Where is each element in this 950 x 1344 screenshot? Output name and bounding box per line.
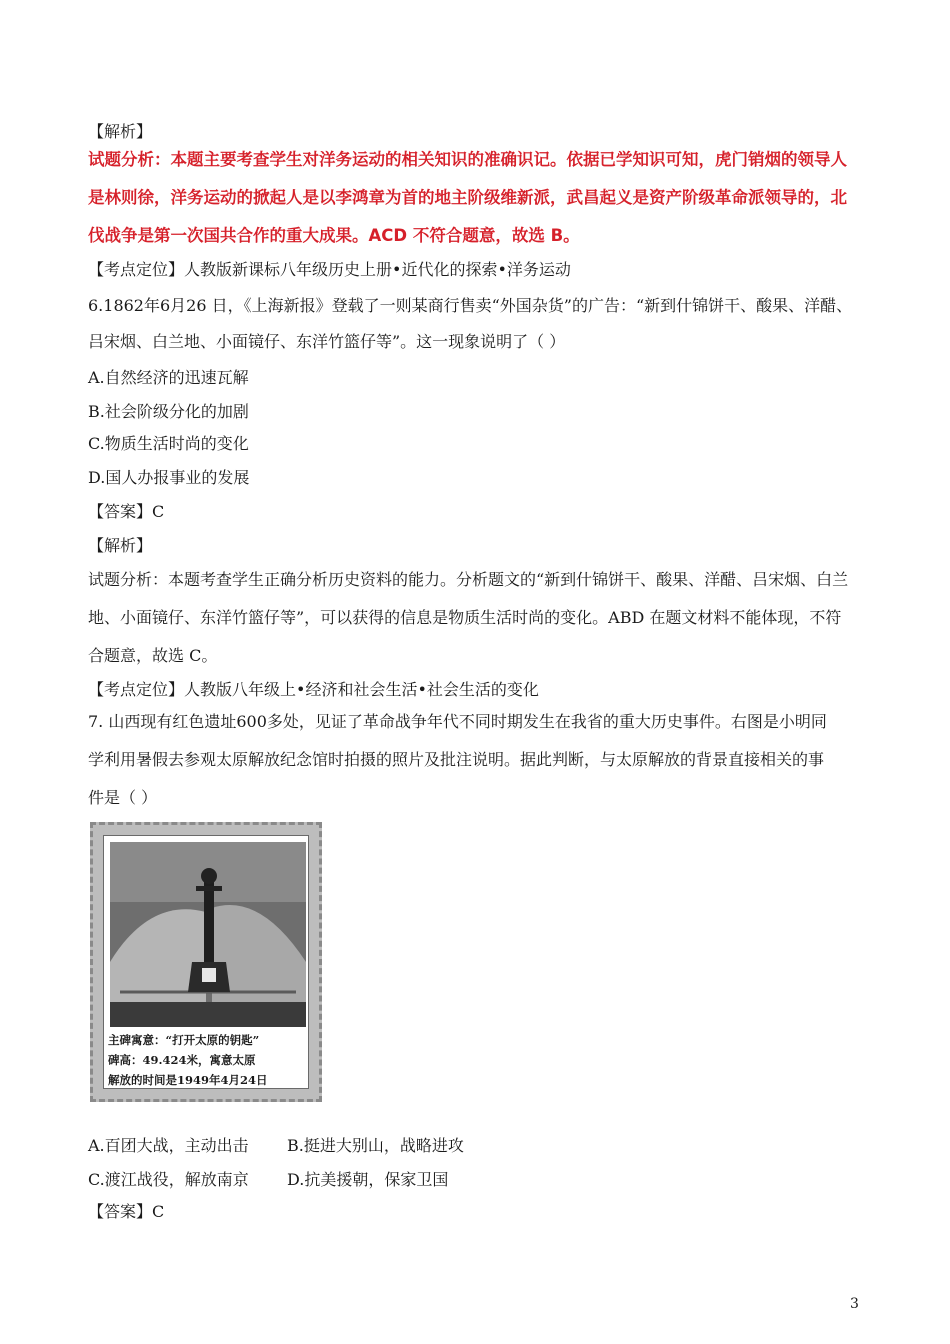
- page-number: 3: [850, 1296, 859, 1312]
- photo-caption-line: 解放的时间是1949年4月24日: [108, 1073, 268, 1087]
- monument-image: [110, 842, 306, 1027]
- q6-analysis-line: 合题意，故选 C。: [88, 646, 218, 665]
- q5-analysis-heading: 【解析】: [88, 122, 153, 141]
- q6-analysis-line: 地、小面镜仔、东洋竹篮仔等”，可以获得的信息是物质生活时尚的变化。ABD 在题文材料不能体现，不符: [88, 608, 842, 627]
- q5-analysis-line: 是林则徐，洋务运动的掀起人是以李鸿章为首的地主阶级维新派，武昌起义是资产阶级革命派领导的，北: [88, 188, 847, 207]
- q7-option-a: A.百团大战，主动出击: [88, 1136, 249, 1155]
- q6-option-d: D.国人办报事业的发展: [88, 468, 250, 487]
- q6-answer: 【答案】C: [88, 502, 165, 521]
- q7-option-b: B.挺进大别山，战略进攻: [287, 1136, 464, 1155]
- q7-stem-line: 7. 山西现有红色遗址600多处，见证了革命战争年代不同时期发生在我省的重大历史事件。右图是小明同: [88, 712, 827, 731]
- q7-answer: 【答案】C: [88, 1202, 165, 1221]
- q7-stem-line: 件是（ ）: [88, 788, 158, 807]
- q6-analysis-line: 试题分析：本题考查学生正确分析历史资料的能力。分析题文的“新到什锦饼干、酸果、洋醋、吕宋烟、白兰: [88, 570, 849, 589]
- q7-stem-line: 学利用暑假去参观太原解放纪念馆时拍摄的照片及批注说明。据此判断，与太原解放的背景直接相关的事: [88, 750, 825, 769]
- photo-caption-line: 碑高：49.424米，寓意太原: [108, 1053, 256, 1067]
- q6-kaodian: 【考点定位】人教版八年级上•经济和社会生活•社会生活的变化: [88, 680, 539, 699]
- q5-kaodian: 【考点定位】人教版新课标八年级历史上册•近代化的探索•洋务运动: [88, 260, 571, 279]
- q5-analysis-line: 试题分析：本题主要考查学生对洋务运动的相关知识的准确识记。依据已学知识可知，虎门销烟的领导人: [88, 150, 847, 169]
- q6-option-b: B.社会阶级分化的加剧: [88, 402, 249, 421]
- q6-option-c: C.物质生活时尚的变化: [88, 434, 249, 453]
- q7-option-d: D.抗美援朝，保家卫国: [287, 1170, 449, 1189]
- photo-caption-line: 主碑寓意：“打开太原的钥匙”: [108, 1033, 260, 1047]
- liberation-memorial-photo: [90, 822, 322, 1102]
- q6-stem-line: 吕宋烟、白兰地、小面镜仔、东洋竹篮仔等”。这一现象说明了（ ）: [88, 332, 566, 351]
- q5-analysis-line: 伐战争是第一次国共合作的重大成果。ACD 不符合题意，故选 B。: [88, 226, 580, 245]
- q7-option-c: C.渡江战役，解放南京: [88, 1170, 249, 1189]
- q6-option-a: A.自然经济的迅速瓦解: [88, 368, 249, 387]
- q6-analysis-heading: 【解析】: [88, 536, 153, 555]
- q6-stem-line: 6.1862年6月26 日，《上海新报》登载了一则某商行售卖“外国杂货”的广告：“新到什锦饼干、酸果、洋醋、: [88, 296, 853, 315]
